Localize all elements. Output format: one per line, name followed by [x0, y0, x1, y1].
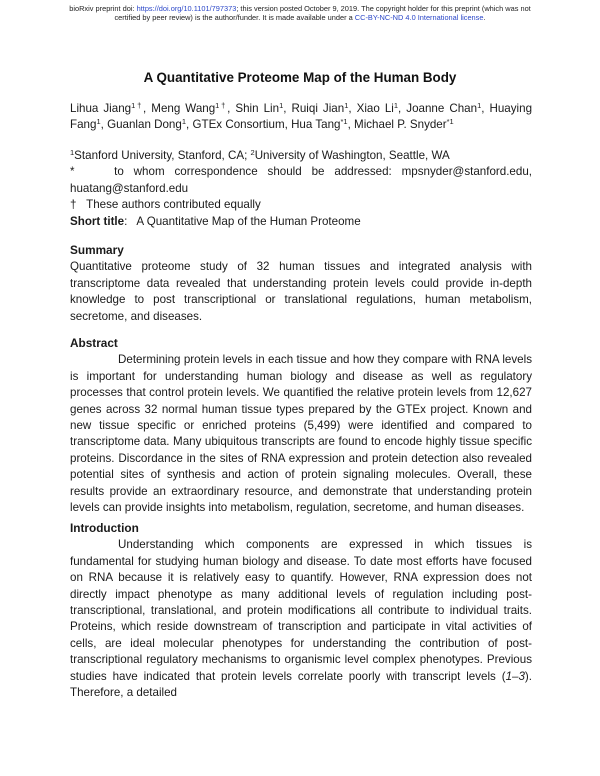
banner-line1-prefix: bioRxiv preprint doi:	[69, 4, 137, 13]
author-affiliation-mark: 1	[393, 101, 399, 110]
author-name: GTEx Consortium	[192, 118, 285, 132]
affiliation-2: University of Washington, Seattle, WA	[254, 149, 450, 162]
short-title-line	[70, 214, 532, 230]
author-name: Shin Lin	[235, 102, 280, 115]
author-affiliation-mark: *1	[446, 117, 454, 127]
author-separator: ,	[284, 118, 292, 132]
corr-text: to whom correspondence should be addressed: mpsnyder@stanford.edu, huatang@stanford.edu	[70, 165, 532, 195]
author-affiliation-mark: 1	[279, 101, 284, 110]
short-title-colon: :	[124, 214, 128, 228]
author-affiliation-mark: 1†	[215, 101, 228, 110]
author-affiliation-mark: 1	[477, 101, 482, 110]
author-separator: ,	[143, 102, 152, 115]
author-separator: ,	[227, 102, 236, 115]
abstract-heading: Abstract	[70, 336, 118, 350]
equal-contribution	[70, 197, 532, 213]
author-affiliation-mark: *1	[340, 117, 348, 127]
abstract-text: Determining protein levels in each tissue and how they compare with RNA levels is important for understanding human biology and disease as well as regulatory processes that control protein levels. We quantified the relative protein levels from 12,627 genes across 32 normal human tissue types prepared by the GTEx project. Known and new tissue specific or enriched proteins (5,499) were identified and compared to transcriptome data. Many ubiquitous transcripts are found to encode highly tissue specific proteins. Discordance in the sites of RNA expression and protein detection also revealed potential sites of synthesis and action of protein signaling molecules. Overall, these results provide an extraordinary resource, and demonstrate that understanding protein levels can provide insights into metabolism, regulation, secretome, and human diseases.	[70, 353, 532, 515]
author-affiliation-mark: 1	[344, 101, 349, 110]
author-name: Lihua Jiang	[70, 102, 132, 115]
author-separator: ,	[481, 102, 490, 115]
author-affiliation-mark: 1	[181, 117, 187, 127]
short-title: A Quantitative Map of the Human Proteome	[136, 214, 361, 228]
affiliations	[70, 148, 532, 164]
author-affiliation-mark: 1†	[131, 101, 144, 110]
paper-title: A Quantitative Proteome Map of the Human Body	[143, 70, 457, 85]
author-name: Michael P. Snyder	[354, 118, 447, 132]
license-link[interactable]: CC-BY-NC-ND 4.0 International license	[354, 13, 484, 22]
introduction-section	[70, 520, 532, 701]
doi-link[interactable]: https://doi.org/10.1101/797373	[136, 4, 237, 13]
author-name: Huaying Fang	[70, 102, 533, 132]
banner-line2-suffix: .	[483, 13, 486, 22]
intro-text-after: ). Therefore, a detailed	[70, 669, 532, 700]
intro-text-before: Understanding which components are expressed in which tissues is fundamental for studying human biology and disease. To date most efforts have focused on RNA because it is relatively easy to quantify. However, RNA expression does not directly impact phenotype as many additional levels of regulation including post-transcriptional, translational, and protein modifications all contribute to individual traits. Proteins, which reside downstream of transcription and participate in vital activities of cells, are ideal molecular phenotypes for understanding the contribution of post-transcriptional regulatory mechanisms to organismic level complex phenotypes. Previous studies have indicated that protein levels correlate poorly with transcript levels (	[70, 538, 532, 683]
author-separator: ,	[347, 118, 355, 132]
affiliations-block	[70, 148, 532, 230]
preprint-banner	[40, 4, 560, 22]
banner-line2-prefix: certified by peer review) is the author/funder. It is made available under a	[114, 13, 355, 22]
author-name: Xiao Li	[356, 102, 394, 115]
corr-mark: *	[70, 165, 75, 179]
author-separator: ,	[100, 118, 108, 132]
author-name: Guanlan Dong	[107, 118, 182, 132]
author-separator: ,	[186, 118, 193, 132]
short-title-label: Short title	[70, 214, 125, 228]
summary-section	[70, 242, 532, 325]
author-name: Hua Tang	[291, 118, 341, 132]
author-separator: ,	[348, 102, 357, 115]
summary-text: Quantitative proteome study of 32 human tissues and integrated analysis with transcriptome data revealed that understanding protein levels could provide in-depth knowledge to post transcriptional or translational regulations, human metabolism, secretome, and diseases.	[70, 260, 532, 323]
introduction-text	[70, 537, 532, 701]
author-list	[70, 101, 532, 134]
author-name: Joanne Chan	[406, 102, 478, 115]
equal-text: These authors contributed equally	[86, 198, 261, 212]
banner-line1-suffix: ; this version posted October 9, 2019. The copyright holder for this preprint (which was not	[236, 4, 531, 13]
correspondence	[70, 164, 532, 197]
intro-citation: 1–3	[505, 669, 525, 683]
aff-sup-1: 1	[70, 148, 75, 157]
author-separator: ,	[398, 102, 407, 115]
aff-sup-2: 2	[250, 148, 255, 157]
introduction-heading: Introduction	[70, 521, 139, 535]
affiliation-1: Stanford University, Stanford, CA;	[74, 149, 251, 162]
abstract-section	[70, 335, 532, 516]
author-name: Meng Wang	[151, 102, 216, 115]
author-separator: ,	[283, 102, 292, 115]
summary-heading: Summary	[70, 243, 124, 257]
author-affiliation-mark: 1	[96, 117, 101, 127]
equal-mark: †	[70, 198, 77, 212]
author-name: Ruiqi Jian	[291, 102, 345, 115]
